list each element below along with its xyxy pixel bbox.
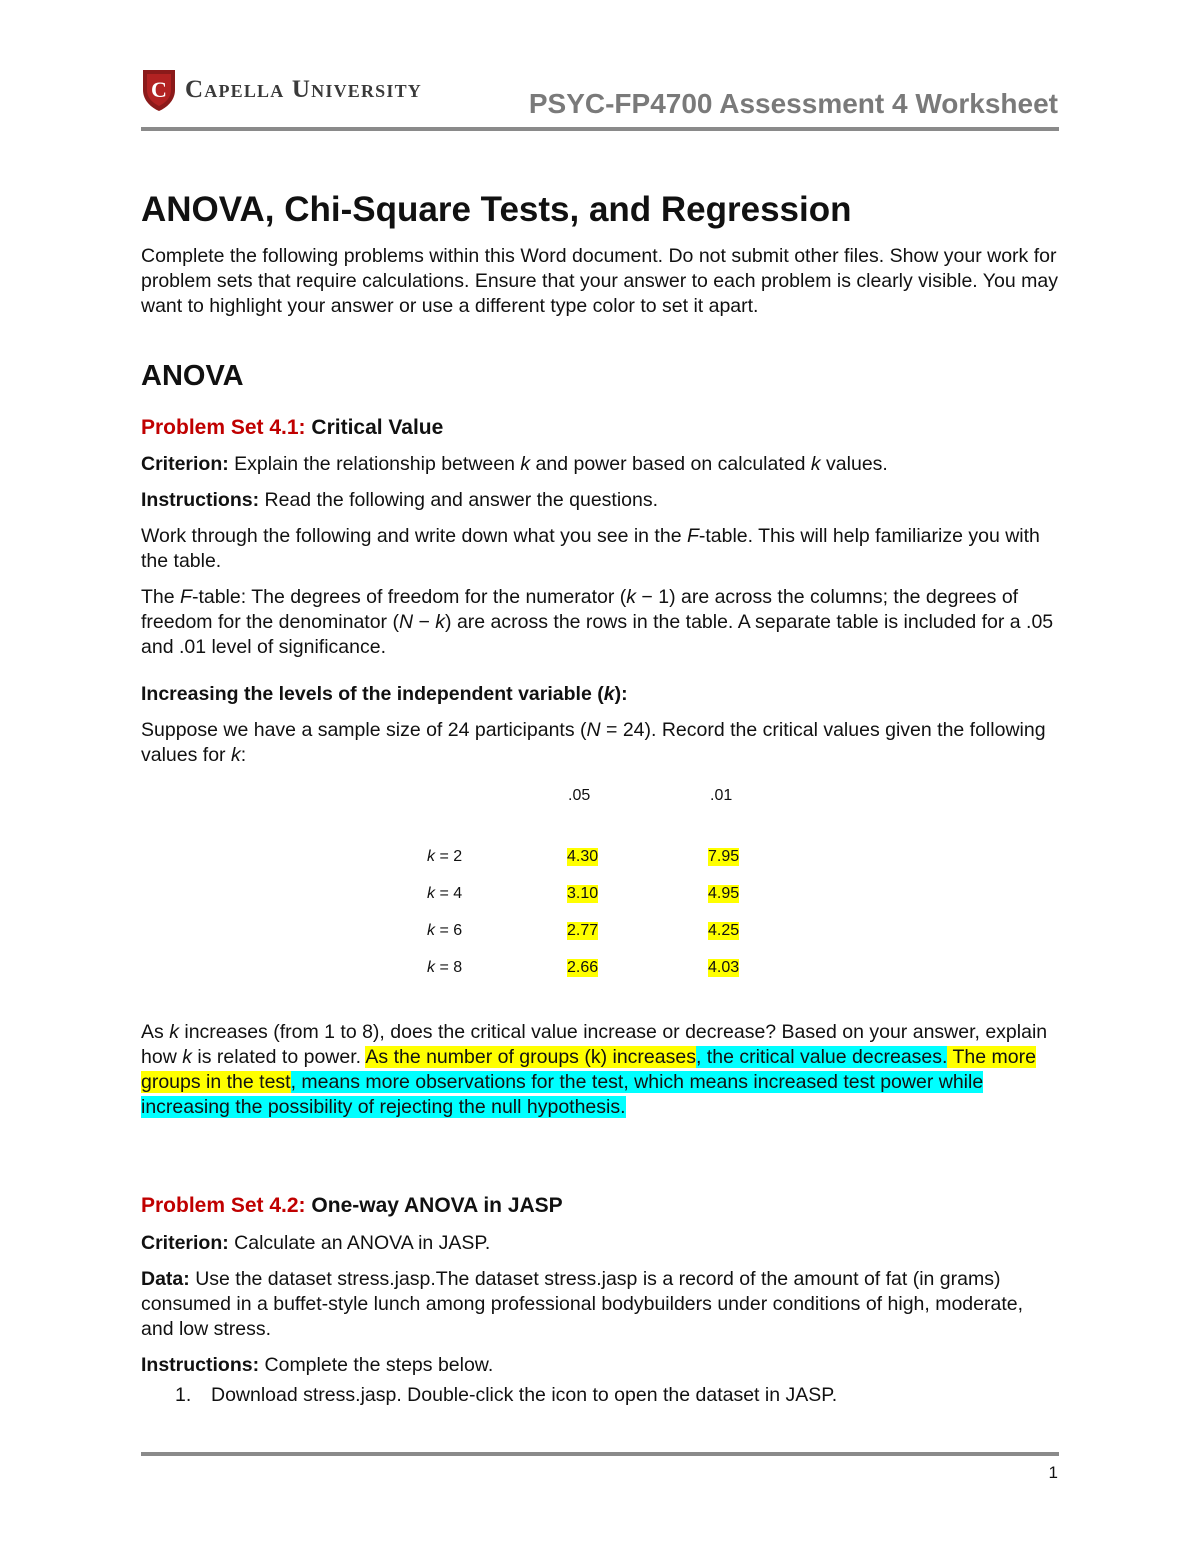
header-rule	[141, 127, 1059, 131]
ps41-label: Problem Set 4.1:	[141, 416, 306, 439]
question-k: k	[182, 1046, 192, 1068]
criterion-text: Calculate an ANOVA in JASP.	[234, 1232, 491, 1254]
question-text: is related to power.	[191, 1046, 366, 1068]
row-k-label: k = 6	[427, 922, 463, 939]
inc-heading-text: ):	[614, 683, 628, 705]
row-k-label: k = 2	[427, 848, 463, 865]
data-text: Use the dataset stress.jasp.The dataset stress.jasp is a record of the amount of fat (in grams) consumed in a buffet-style lunch among professional bodybuilders under conditions of high, moderate, and low stress.	[141, 1268, 1024, 1340]
answer-highlight-yellow: The more groups in the test	[141, 1046, 1036, 1093]
ps41-criterion	[141, 452, 1059, 477]
criterion-label: Criterion:	[141, 1232, 229, 1254]
page-title: ANOVA, Chi-Square Tests, and Regression	[141, 190, 852, 229]
step-text: Download stress.jasp. Double-click the icon to open the dataset in JASP.	[211, 1384, 838, 1406]
page-body	[141, 190, 1059, 768]
criterion-text: and power based on calculated	[530, 453, 811, 475]
answer-block	[141, 1020, 1059, 1120]
critical-value-01: 4.03	[708, 959, 740, 976]
suppose-text: = 24). Record the critical values given the following values for	[141, 719, 1046, 766]
instructions-label: Instructions:	[141, 1354, 260, 1376]
ps41-instructions	[141, 488, 1059, 513]
increasing-levels-heading	[141, 682, 1059, 707]
row-k-label: k = 4	[427, 885, 463, 902]
critical-value-05: 2.77	[567, 922, 599, 939]
ftable-n: N	[398, 611, 414, 633]
criterion-k: k	[810, 453, 821, 475]
critical-value-01: 4.25	[708, 922, 740, 939]
step-number: 1.	[175, 1384, 192, 1406]
ftable-k: k	[435, 611, 446, 633]
criterion-label: Criterion:	[141, 453, 229, 475]
suppose-paragraph	[141, 718, 1059, 768]
ps42-label: Problem Set 4.2:	[141, 1194, 306, 1217]
suppose-text: Suppose we have a sample size of 24 participants (	[141, 719, 587, 741]
ps42-instructions	[141, 1353, 1059, 1378]
row-k-label: k = 8	[427, 959, 463, 976]
instructions-text: Read the following and answer the questions.	[264, 489, 659, 511]
answer-highlight-cyan: , the critical value decreases.	[695, 1046, 948, 1068]
work-f: F	[686, 525, 699, 547]
answer-highlight-yellow: As the number of groups (k) increases	[365, 1046, 696, 1068]
inc-heading-k: k	[603, 683, 615, 705]
ftable-k: k	[626, 586, 636, 608]
work-text: -table. This will help familiarize you with the table.	[141, 525, 1040, 572]
document-title: PSYC-FP4700 Assessment 4 Worksheet	[528, 88, 1058, 119]
section-heading-anova: ANOVA	[141, 360, 244, 392]
ps42-criterion	[141, 1231, 1059, 1256]
ps41-ftable-paragraph	[141, 585, 1059, 660]
intro-paragraph: Complete the following problems within this Word document. Do not submit other files. Show your work for problem sets that require calculations. Ensure that your answer to each problem is clearly visible. You may want to highlight your answer or use a different type color to set it apart.	[141, 245, 1058, 317]
shield-icon	[141, 68, 177, 112]
ftable-text: − 1) are across the columns; the degrees of freedom for the denominator (	[141, 586, 1019, 633]
criterion-text: values.	[820, 453, 888, 475]
svg-text:C: C	[151, 77, 167, 102]
critical-value-05: 3.10	[567, 885, 599, 902]
ps42-heading	[141, 1193, 1059, 1218]
ftable-f: F	[180, 586, 192, 608]
critical-value-01: 4.95	[708, 885, 740, 902]
ps41-work-paragraph	[141, 524, 1059, 574]
critical-value-05: 2.66	[567, 959, 599, 976]
suppose-text: :	[240, 744, 247, 766]
col-header-05: .05	[568, 787, 591, 804]
capella-logo	[141, 68, 422, 112]
criterion-k: k	[520, 453, 531, 475]
work-text: Work through the following and write down what you see in the	[141, 525, 687, 547]
question-k: k	[169, 1021, 179, 1043]
suppose-n: N	[586, 719, 601, 741]
step-item	[141, 1383, 1059, 1408]
ps41-title: Critical Value	[311, 416, 444, 439]
k-question-paragraph	[141, 1020, 1059, 1120]
col-header-01: .01	[710, 787, 733, 804]
critical-value-05: 4.30	[567, 848, 599, 865]
question-text: increases (from 1 to 8), does the critical value increase or decrease? Based on your answer, explain how	[141, 1021, 1048, 1068]
ftable-text: The	[141, 586, 181, 608]
footer-rule	[141, 1452, 1059, 1456]
suppose-k: k	[230, 744, 241, 766]
ps42-title: One-way ANOVA in JASP	[311, 1194, 563, 1217]
ps42-block	[141, 1193, 1059, 1408]
ftable-text: −	[413, 611, 436, 633]
data-label: Data:	[141, 1268, 190, 1290]
ftable-text: ) are across the rows in the table. A separate table is included for a .05 and .01 level of significance.	[141, 611, 1054, 658]
question-text: As	[141, 1021, 170, 1043]
ps42-data	[141, 1267, 1059, 1342]
inc-heading-text: Increasing the levels of the independent variable (	[141, 683, 604, 705]
criterion-text: Explain the relationship between	[234, 453, 521, 475]
critical-value-01: 7.95	[708, 848, 740, 865]
answer-highlight-cyan: , means more observations for the test, which means increased test power while increasing the possibility of rejecting the null hypothesis.	[141, 1071, 984, 1118]
ftable-text: -table: The degrees of freedom for the numerator (	[191, 586, 627, 608]
instructions-label: Instructions:	[141, 489, 260, 511]
logo-text: Capella University	[185, 76, 422, 103]
instructions-text: Complete the steps below.	[264, 1354, 494, 1376]
ps41-heading	[141, 415, 1059, 440]
page-number: 1	[1048, 1463, 1058, 1482]
